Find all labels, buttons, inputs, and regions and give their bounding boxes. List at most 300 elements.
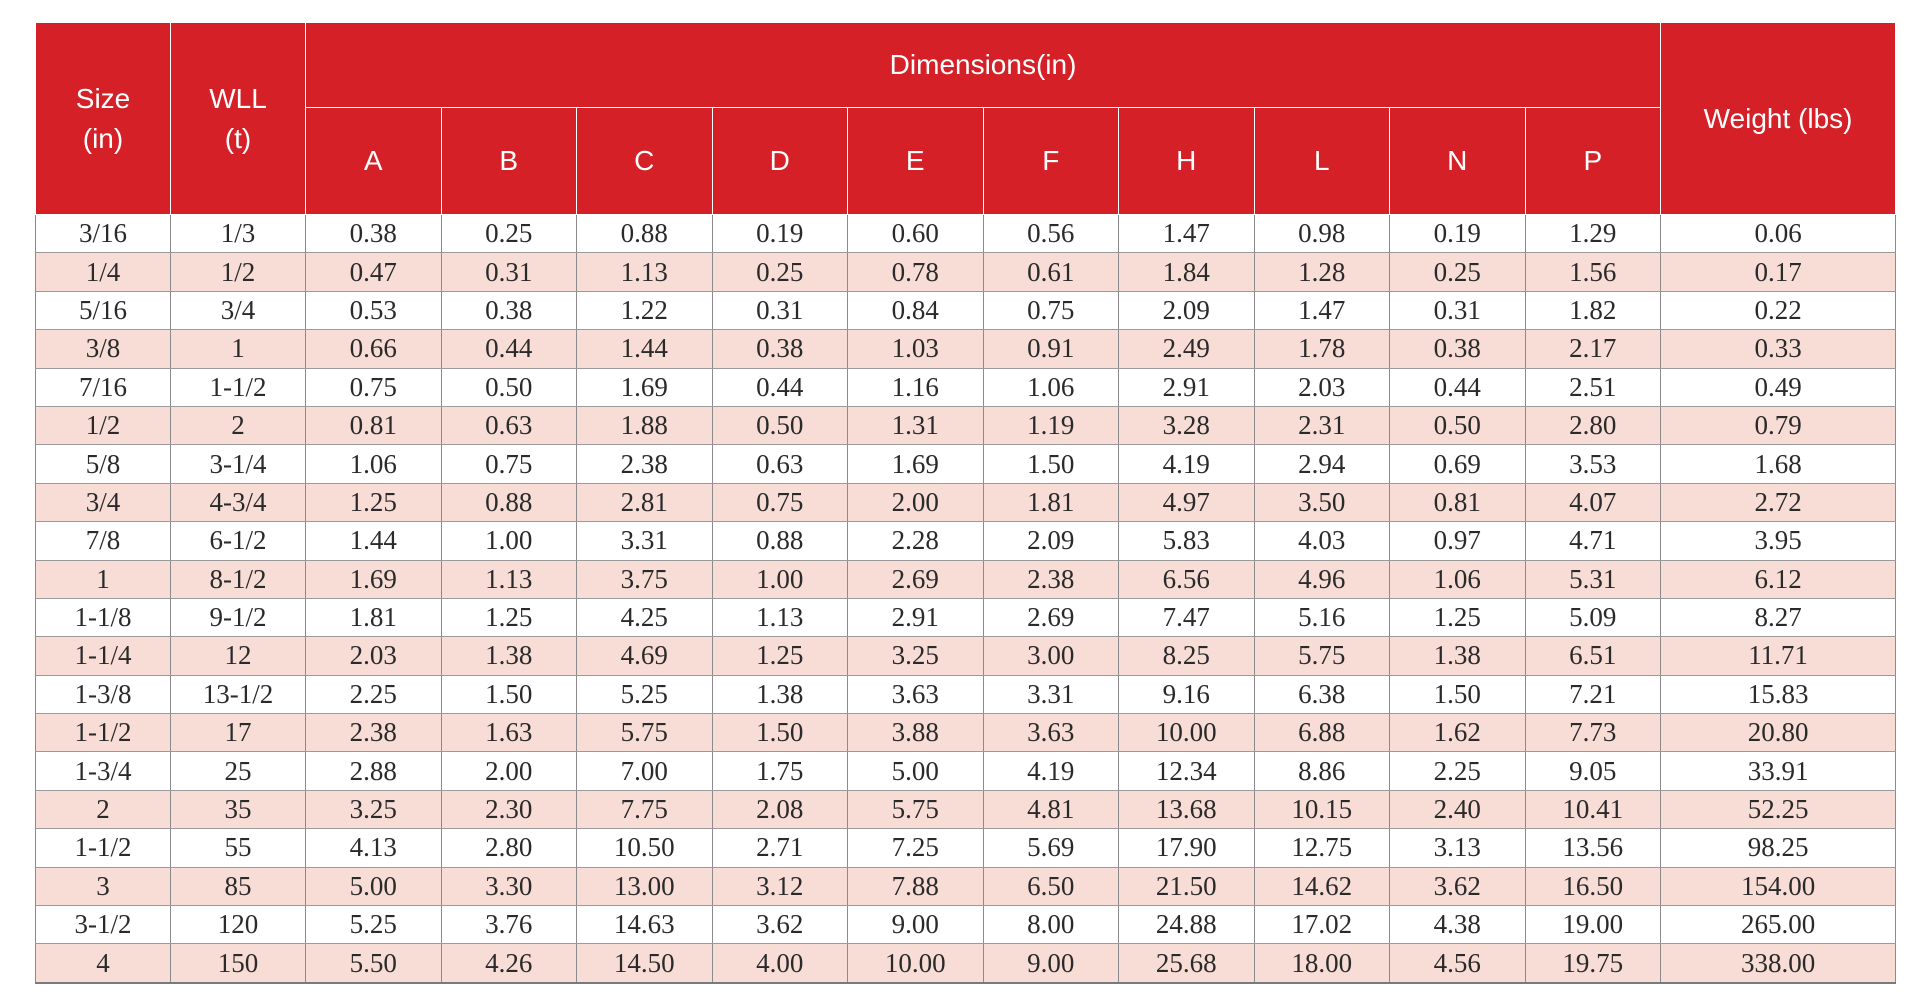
table-cell: 17.90: [1119, 829, 1255, 867]
table-cell: 3/4: [36, 483, 171, 521]
table-cell: 2.91: [1119, 368, 1255, 406]
table-cell: 16.50: [1525, 867, 1661, 905]
table-cell: 4.19: [1119, 445, 1255, 483]
table-cell: 1.81: [306, 598, 442, 636]
table-cell: 5.31: [1525, 560, 1661, 598]
table-cell: 0.38: [306, 215, 442, 253]
table-cell: 7.47: [1119, 598, 1255, 636]
table-cell: 2.72: [1661, 483, 1896, 521]
table-cell: 1.38: [441, 637, 577, 675]
table-cell: 5.75: [1254, 637, 1390, 675]
table-row: [36, 867, 1896, 905]
table-cell: 0.60: [848, 215, 984, 253]
table-cell: 3.31: [577, 522, 713, 560]
table-row: [36, 215, 1896, 253]
table-cell: 0.69: [1390, 445, 1526, 483]
table-cell: 3: [36, 867, 171, 905]
table-cell: 1: [36, 560, 171, 598]
table-cell: 1.13: [712, 598, 848, 636]
table-cell: 2.38: [983, 560, 1119, 598]
table-cell: 4.25: [577, 598, 713, 636]
table-row: [36, 675, 1896, 713]
table-cell: 14.63: [577, 906, 713, 944]
table-cell: 13.00: [577, 867, 713, 905]
table-cell: 1.00: [712, 560, 848, 598]
table-cell: 55: [171, 829, 306, 867]
table-cell: 8.86: [1254, 752, 1390, 790]
table-row: [36, 483, 1896, 521]
header-dimensions: Dimensions(in): [306, 23, 1661, 108]
table-cell: 6.88: [1254, 714, 1390, 752]
table-cell: 20.80: [1661, 714, 1896, 752]
table-cell: 0.31: [1390, 291, 1526, 329]
table-cell: 2.94: [1254, 445, 1390, 483]
table-cell: 1/4: [36, 253, 171, 291]
table-cell: 1.47: [1119, 215, 1255, 253]
table-cell: 17: [171, 714, 306, 752]
table-cell: 4.56: [1390, 944, 1526, 983]
table-cell: 8.27: [1661, 598, 1896, 636]
table-cell: 12.75: [1254, 829, 1390, 867]
table-cell: 25: [171, 752, 306, 790]
table-cell: 4.69: [577, 637, 713, 675]
table-cell: 5.75: [577, 714, 713, 752]
table-cell: 1.29: [1525, 215, 1661, 253]
table-cell: 3-1/4: [171, 445, 306, 483]
table-cell: 2.69: [848, 560, 984, 598]
table-cell: 0.66: [306, 330, 442, 368]
table-cell: 3-1/2: [36, 906, 171, 944]
table-cell: 0.38: [441, 291, 577, 329]
header-dim-p: P: [1525, 108, 1661, 215]
table-cell: 4.19: [983, 752, 1119, 790]
table-row: [36, 445, 1896, 483]
table-cell: 2.25: [1390, 752, 1526, 790]
table-row: [36, 522, 1896, 560]
table-cell: 3.76: [441, 906, 577, 944]
table-cell: 5.09: [1525, 598, 1661, 636]
table-cell: 1.00: [441, 522, 577, 560]
table-cell: 1.03: [848, 330, 984, 368]
table-cell: 8-1/2: [171, 560, 306, 598]
table-row: [36, 368, 1896, 406]
table-cell: 2.25: [306, 675, 442, 713]
table-cell: 4.38: [1390, 906, 1526, 944]
table-cell: 1.31: [848, 406, 984, 444]
table-cell: 3.62: [712, 906, 848, 944]
table-cell: 2.08: [712, 790, 848, 828]
header-dim-h: H: [1119, 108, 1255, 215]
table-cell: 1.19: [983, 406, 1119, 444]
table-cell: 5.00: [848, 752, 984, 790]
table-cell: 0.88: [441, 483, 577, 521]
table-cell: 1.06: [306, 445, 442, 483]
header-dim-l: L: [1254, 108, 1390, 215]
table-cell: 1-1/8: [36, 598, 171, 636]
table-row: [36, 598, 1896, 636]
table-cell: 3.53: [1525, 445, 1661, 483]
table-cell: 12: [171, 637, 306, 675]
table-cell: 1.69: [577, 368, 713, 406]
table-cell: 1.25: [1390, 598, 1526, 636]
table-cell: 17.02: [1254, 906, 1390, 944]
table-cell: 120: [171, 906, 306, 944]
table-cell: 2.81: [577, 483, 713, 521]
header-size: [36, 23, 171, 215]
table-cell: 0.17: [1661, 253, 1896, 291]
table-cell: 0.38: [1390, 330, 1526, 368]
table-cell: 1.50: [983, 445, 1119, 483]
table-cell: 4.97: [1119, 483, 1255, 521]
table-cell: 1-1/2: [36, 714, 171, 752]
table-cell: 2.49: [1119, 330, 1255, 368]
table-cell: 1/2: [36, 406, 171, 444]
table-cell: 5.25: [577, 675, 713, 713]
table-cell: 7.00: [577, 752, 713, 790]
table-cell: 1.50: [1390, 675, 1526, 713]
table-cell: 1.88: [577, 406, 713, 444]
table-cell: 6.12: [1661, 560, 1896, 598]
table-cell: 5.69: [983, 829, 1119, 867]
table-cell: 0.61: [983, 253, 1119, 291]
table-cell: 1.22: [577, 291, 713, 329]
table-cell: 1.82: [1525, 291, 1661, 329]
table-cell: 4.07: [1525, 483, 1661, 521]
table-cell: 2.88: [306, 752, 442, 790]
table-cell: 1-1/4: [36, 637, 171, 675]
table-cell: 1.75: [712, 752, 848, 790]
header-dim-n: N: [1390, 108, 1526, 215]
table-cell: 1-1/2: [36, 829, 171, 867]
table-cell: 3.25: [306, 790, 442, 828]
table-cell: 7.88: [848, 867, 984, 905]
table-cell: 3/4: [171, 291, 306, 329]
table-cell: 10.00: [1119, 714, 1255, 752]
table-cell: 1-3/4: [36, 752, 171, 790]
table-cell: 2.40: [1390, 790, 1526, 828]
table-cell: 4-3/4: [171, 483, 306, 521]
table-cell: 3.00: [983, 637, 1119, 675]
table-cell: 265.00: [1661, 906, 1896, 944]
table-cell: 52.25: [1661, 790, 1896, 828]
table-cell: 2: [36, 790, 171, 828]
table-cell: 6.50: [983, 867, 1119, 905]
table-cell: 9.00: [848, 906, 984, 944]
table-cell: 12.34: [1119, 752, 1255, 790]
table-cell: 5.00: [306, 867, 442, 905]
table-cell: 0.88: [577, 215, 713, 253]
table-cell: 0.79: [1661, 406, 1896, 444]
table-cell: 1/3: [171, 215, 306, 253]
table-cell: 2.80: [441, 829, 577, 867]
table-cell: 2.38: [306, 714, 442, 752]
table-cell: 5/16: [36, 291, 171, 329]
table-cell: 3.50: [1254, 483, 1390, 521]
table-cell: 2.03: [1254, 368, 1390, 406]
table-cell: 1.68: [1661, 445, 1896, 483]
table-cell: 0.63: [441, 406, 577, 444]
table-cell: 4.96: [1254, 560, 1390, 598]
table-cell: 15.83: [1661, 675, 1896, 713]
table-cell: 6.38: [1254, 675, 1390, 713]
table-row: [36, 291, 1896, 329]
table-row: [36, 637, 1896, 675]
table-cell: 0.25: [1390, 253, 1526, 291]
header-size-label: Size (in): [75, 82, 131, 154]
table-cell: 0.22: [1661, 291, 1896, 329]
table-cell: 1.06: [1390, 560, 1526, 598]
table-cell: 1.84: [1119, 253, 1255, 291]
table-cell: 0.81: [1390, 483, 1526, 521]
table-cell: 338.00: [1661, 944, 1896, 983]
table-cell: 0.98: [1254, 215, 1390, 253]
table-cell: 1.28: [1254, 253, 1390, 291]
table-cell: 150: [171, 944, 306, 983]
table-cell: 3.28: [1119, 406, 1255, 444]
table-cell: 3.13: [1390, 829, 1526, 867]
table-cell: 8.00: [983, 906, 1119, 944]
table-cell: 2.71: [712, 829, 848, 867]
table-cell: 5.16: [1254, 598, 1390, 636]
table-cell: 3.63: [983, 714, 1119, 752]
table-cell: 7/16: [36, 368, 171, 406]
table-cell: 0.81: [306, 406, 442, 444]
table-cell: 0.50: [712, 406, 848, 444]
table-cell: 2.38: [577, 445, 713, 483]
table-cell: 0.47: [306, 253, 442, 291]
table-cell: 3.63: [848, 675, 984, 713]
table-cell: 0.31: [712, 291, 848, 329]
table-cell: 4.26: [441, 944, 577, 983]
table-cell: 2.03: [306, 637, 442, 675]
table-cell: 5.50: [306, 944, 442, 983]
table-cell: 0.44: [712, 368, 848, 406]
table-cell: 2: [171, 406, 306, 444]
table-row: [36, 560, 1896, 598]
table-cell: 0.19: [712, 215, 848, 253]
table-cell: 11.71: [1661, 637, 1896, 675]
table-body: [36, 215, 1896, 983]
table-cell: 2.51: [1525, 368, 1661, 406]
table-cell: 1.13: [577, 253, 713, 291]
table-cell: 2.69: [983, 598, 1119, 636]
table-cell: 10.00: [848, 944, 984, 983]
table-cell: 1.16: [848, 368, 984, 406]
table-cell: 0.50: [441, 368, 577, 406]
table-cell: 2.31: [1254, 406, 1390, 444]
table-cell: 2.80: [1525, 406, 1661, 444]
table-cell: 0.78: [848, 253, 984, 291]
table-cell: 6.51: [1525, 637, 1661, 675]
table-row: [36, 752, 1896, 790]
table-cell: 3.25: [848, 637, 984, 675]
table-cell: 0.38: [712, 330, 848, 368]
header-dim-e: E: [848, 108, 984, 215]
table-cell: 0.63: [712, 445, 848, 483]
table-cell: 2.30: [441, 790, 577, 828]
header-wll-label: WLL (t): [209, 82, 267, 154]
table-cell: 1.44: [577, 330, 713, 368]
table-cell: 9.16: [1119, 675, 1255, 713]
table-cell: 13.68: [1119, 790, 1255, 828]
table-cell: 3.88: [848, 714, 984, 752]
table-cell: 1.56: [1525, 253, 1661, 291]
table-cell: 0.25: [712, 253, 848, 291]
table-cell: 7.25: [848, 829, 984, 867]
table-row: [36, 714, 1896, 752]
specification-table: [35, 22, 1896, 984]
table-cell: 0.31: [441, 253, 577, 291]
table-cell: 9.05: [1525, 752, 1661, 790]
table-cell: 1.63: [441, 714, 577, 752]
table-cell: 0.33: [1661, 330, 1896, 368]
table-cell: 3.12: [712, 867, 848, 905]
table-cell: 4.03: [1254, 522, 1390, 560]
table-cell: 0.75: [712, 483, 848, 521]
table-cell: 2.00: [848, 483, 984, 521]
table-cell: 0.75: [306, 368, 442, 406]
table-cell: 0.06: [1661, 215, 1896, 253]
table-cell: 0.44: [441, 330, 577, 368]
table-cell: 10.15: [1254, 790, 1390, 828]
table-cell: 2.09: [1119, 291, 1255, 329]
header-weight: Weight (lbs): [1661, 23, 1896, 215]
table-cell: 13.56: [1525, 829, 1661, 867]
table-cell: 98.25: [1661, 829, 1896, 867]
table-cell: 0.84: [848, 291, 984, 329]
table-cell: 0.25: [441, 215, 577, 253]
table-cell: 13-1/2: [171, 675, 306, 713]
dimension-header-row: [36, 108, 1896, 215]
table-cell: 18.00: [1254, 944, 1390, 983]
table-row: [36, 253, 1896, 291]
table-cell: 1.62: [1390, 714, 1526, 752]
table-cell: 1/2: [171, 253, 306, 291]
table-cell: 2.17: [1525, 330, 1661, 368]
table-row: [36, 944, 1896, 983]
table-cell: 1.44: [306, 522, 442, 560]
table-cell: 7.73: [1525, 714, 1661, 752]
table-cell: 7.75: [577, 790, 713, 828]
table-cell: 7/8: [36, 522, 171, 560]
table-cell: 4.13: [306, 829, 442, 867]
header-dim-d: D: [712, 108, 848, 215]
table-cell: 3/8: [36, 330, 171, 368]
table-cell: 5.25: [306, 906, 442, 944]
table-cell: 1.69: [306, 560, 442, 598]
header-dim-f: F: [983, 108, 1119, 215]
table-cell: 1.78: [1254, 330, 1390, 368]
table-row: [36, 906, 1896, 944]
table-cell: 3.62: [1390, 867, 1526, 905]
table-row: [36, 829, 1896, 867]
table-cell: 5.83: [1119, 522, 1255, 560]
table-cell: 0.75: [441, 445, 577, 483]
table-cell: 154.00: [1661, 867, 1896, 905]
table-cell: 33.91: [1661, 752, 1896, 790]
table-cell: 5/8: [36, 445, 171, 483]
table-cell: 1.13: [441, 560, 577, 598]
table-cell: 1.38: [712, 675, 848, 713]
table-cell: 2.00: [441, 752, 577, 790]
table-row: [36, 790, 1896, 828]
table-cell: 25.68: [1119, 944, 1255, 983]
table-cell: 0.75: [983, 291, 1119, 329]
table-cell: 1.38: [1390, 637, 1526, 675]
table-cell: 1.81: [983, 483, 1119, 521]
table-cell: 35: [171, 790, 306, 828]
table-cell: 2.09: [983, 522, 1119, 560]
table-cell: 8.25: [1119, 637, 1255, 675]
table-cell: 6.56: [1119, 560, 1255, 598]
table-cell: 3.31: [983, 675, 1119, 713]
table-cell: 3/16: [36, 215, 171, 253]
table-cell: 0.49: [1661, 368, 1896, 406]
header-dim-c: C: [577, 108, 713, 215]
table-row: [36, 330, 1896, 368]
table-cell: 9.00: [983, 944, 1119, 983]
table-cell: 4.71: [1525, 522, 1661, 560]
table-cell: 4.00: [712, 944, 848, 983]
table-cell: 0.56: [983, 215, 1119, 253]
table-header: [36, 23, 1896, 215]
table-cell: 2.28: [848, 522, 984, 560]
table-cell: 0.50: [1390, 406, 1526, 444]
header-dim-b: B: [441, 108, 577, 215]
table-cell: 1-3/8: [36, 675, 171, 713]
table-cell: 1: [171, 330, 306, 368]
table-cell: 0.44: [1390, 368, 1526, 406]
table-cell: 21.50: [1119, 867, 1255, 905]
table-cell: 85: [171, 867, 306, 905]
table-cell: 1.25: [712, 637, 848, 675]
table-cell: 0.19: [1390, 215, 1526, 253]
table-cell: 2.91: [848, 598, 984, 636]
table-cell: 24.88: [1119, 906, 1255, 944]
table-cell: 4.81: [983, 790, 1119, 828]
table-cell: 19.00: [1525, 906, 1661, 944]
table-row: [36, 406, 1896, 444]
table-cell: 5.75: [848, 790, 984, 828]
header-wll: [171, 23, 306, 215]
table-cell: 0.97: [1390, 522, 1526, 560]
table-cell: 14.62: [1254, 867, 1390, 905]
table-cell: 4: [36, 944, 171, 983]
table-cell: 10.50: [577, 829, 713, 867]
table-cell: 1.69: [848, 445, 984, 483]
table-cell: 0.91: [983, 330, 1119, 368]
table-cell: 19.75: [1525, 944, 1661, 983]
header-dim-a: A: [306, 108, 442, 215]
table-cell: 1.50: [441, 675, 577, 713]
table-cell: 10.41: [1525, 790, 1661, 828]
table-cell: 7.21: [1525, 675, 1661, 713]
table-cell: 3.95: [1661, 522, 1896, 560]
table-cell: 0.53: [306, 291, 442, 329]
table-cell: 9-1/2: [171, 598, 306, 636]
table-cell: 0.88: [712, 522, 848, 560]
table-cell: 3.75: [577, 560, 713, 598]
table-cell: 1.50: [712, 714, 848, 752]
table-cell: 1.47: [1254, 291, 1390, 329]
table-cell: 1-1/2: [171, 368, 306, 406]
table-cell: 1.25: [441, 598, 577, 636]
table-cell: 3.30: [441, 867, 577, 905]
table-cell: 1.06: [983, 368, 1119, 406]
table-cell: 1.25: [306, 483, 442, 521]
table-cell: 14.50: [577, 944, 713, 983]
table-cell: 6-1/2: [171, 522, 306, 560]
